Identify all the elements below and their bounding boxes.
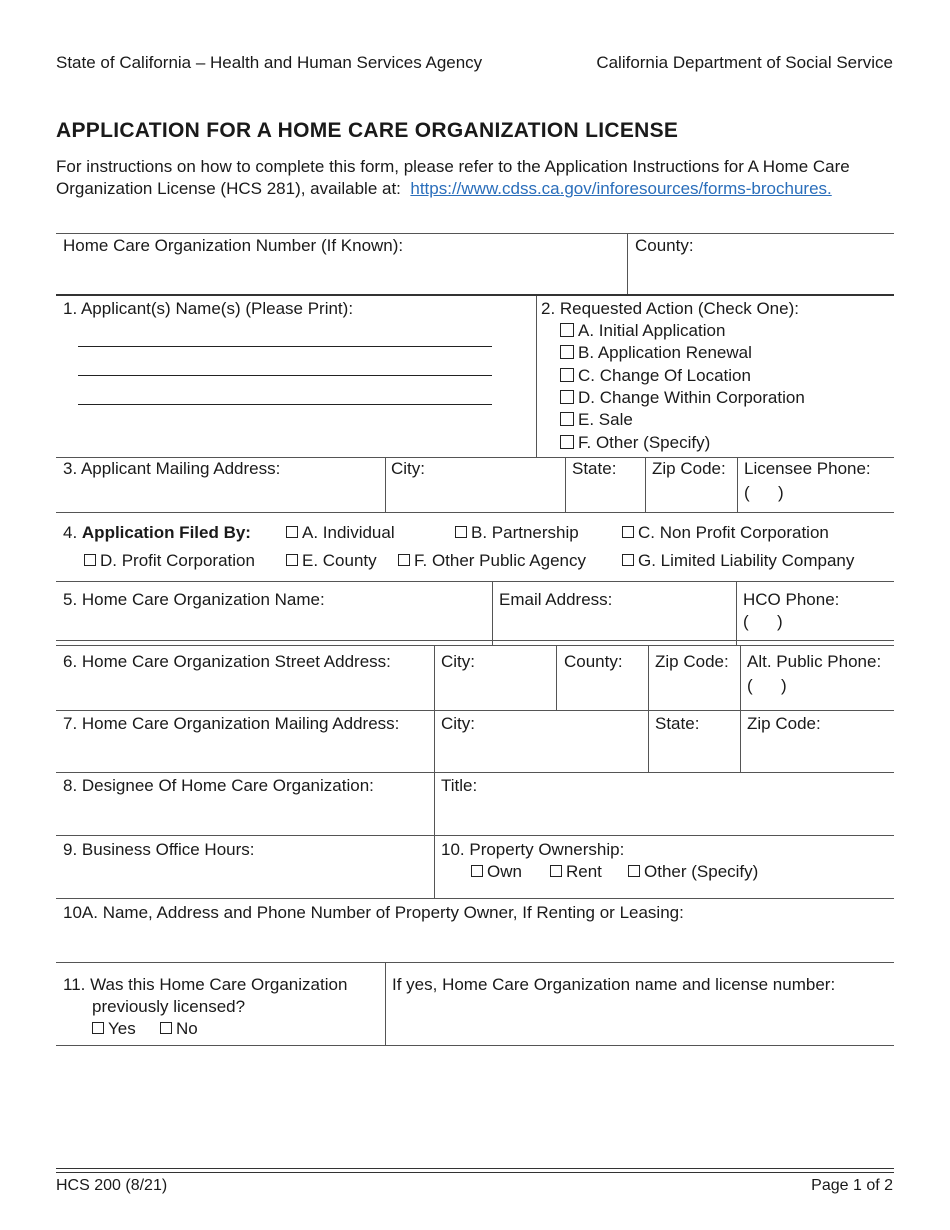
checkbox-icon[interactable] [560, 412, 574, 426]
checkbox-icon[interactable] [628, 865, 640, 877]
property-owner-field[interactable]: 10A. Name, Address and Phone Number of Property Owner, If Renting or Leasing: [63, 903, 684, 922]
checkbox-icon[interactable] [84, 554, 96, 566]
previously-licensed-question: 11. Was this Home Care Organization [63, 975, 348, 994]
application-filed-by-label: 4. Application Filed By: [63, 523, 251, 542]
page-title: APPLICATION FOR A HOME CARE ORGANIZATION LICENSE [56, 119, 679, 142]
applicant-state-field[interactable]: State: [572, 459, 617, 478]
designee-field[interactable]: 8. Designee Of Home Care Organization: [63, 776, 374, 795]
hco-mailing-address-field[interactable]: 7. Home Care Organization Mailing Address: [63, 714, 400, 733]
hco-mailing-city-field[interactable]: City: [441, 714, 475, 733]
divider [56, 962, 894, 963]
divider [56, 835, 894, 836]
divider [56, 898, 894, 899]
divider [492, 581, 493, 645]
page-number: Page 1 of 2 [811, 1177, 893, 1194]
divider [56, 512, 894, 513]
hco-phone-field[interactable]: HCO Phone: [743, 590, 840, 609]
form-number: HCS 200 (8/21) [56, 1177, 168, 1194]
checkbox-icon[interactable] [160, 1022, 172, 1034]
alt-phone-parens: ( ) [747, 676, 787, 695]
applicant-zip-field[interactable]: Zip Code: [652, 459, 726, 478]
previously-licensed-yes[interactable]: Yes [92, 1019, 136, 1039]
action-option-a[interactable]: A. Initial Application [560, 321, 725, 341]
designee-title-field[interactable]: Title: [441, 776, 478, 795]
checkbox-icon[interactable] [560, 345, 574, 359]
divider [56, 640, 894, 641]
checkbox-icon[interactable] [398, 554, 410, 566]
divider [56, 1045, 894, 1046]
checkbox-icon[interactable] [455, 526, 467, 538]
applicant-name-label: 1. Applicant(s) Name(s) (Please Print): [63, 299, 354, 318]
filed-by-option-d[interactable]: D. Profit Corporation [84, 551, 255, 571]
previously-licensed-question-2: previously licensed? [92, 997, 246, 1016]
hco-zip-field[interactable]: Zip Code: [655, 652, 729, 671]
instructions-link[interactable]: https://www.cdss.ca.gov/inforesources/forms-brochures. [410, 179, 832, 198]
checkbox-icon[interactable] [286, 554, 298, 566]
checkbox-icon[interactable] [560, 368, 574, 382]
hco-mailing-state-field[interactable]: State: [655, 714, 700, 733]
hco-name-field[interactable]: 5. Home Care Organization Name: [63, 590, 325, 609]
hco-number-field[interactable]: Home Care Organization Number (If Known): [63, 236, 404, 255]
requested-action-label: 2. Requested Action (Check One): [541, 299, 799, 318]
applicant-name-line-1[interactable] [78, 346, 492, 347]
hco-street-address-field[interactable]: 6. Home Care Organization Street Address: [63, 652, 391, 671]
divider [737, 457, 738, 512]
checkbox-icon[interactable] [560, 390, 574, 404]
divider [56, 645, 894, 646]
county-field[interactable]: County: [635, 236, 694, 255]
divider [736, 581, 737, 645]
previously-licensed-no[interactable]: No [160, 1019, 198, 1039]
alt-public-phone-field[interactable]: Alt. Public Phone: [747, 652, 882, 671]
header-agency: State of California – Health and Human Services Agency [56, 53, 483, 72]
checkbox-icon[interactable] [550, 865, 562, 877]
divider [385, 457, 386, 512]
action-option-e[interactable]: E. Sale [560, 410, 633, 430]
divider [565, 457, 566, 512]
licensee-phone-parens: ( ) [744, 483, 784, 502]
licensee-phone-field[interactable]: Licensee Phone: [744, 459, 871, 478]
business-hours-field[interactable]: 9. Business Office Hours: [63, 840, 255, 859]
hco-county-field[interactable]: County: [564, 652, 623, 671]
checkbox-icon[interactable] [622, 526, 634, 538]
checkbox-icon[interactable] [471, 865, 483, 877]
divider [56, 233, 894, 234]
checkbox-icon[interactable] [286, 526, 298, 538]
divider [56, 1168, 894, 1169]
email-field[interactable]: Email Address: [499, 590, 613, 609]
intro-line1: For instructions on how to complete this form, please refer to the Application Instructions for A Home Care [56, 157, 850, 176]
intro-line2: Organization License (HCS 281), available at: https://www.cdss.ca.gov/inforesources/forms-brochures. [56, 179, 832, 198]
applicant-name-line-2[interactable] [78, 375, 492, 376]
divider [56, 581, 894, 582]
checkbox-icon[interactable] [560, 435, 574, 449]
action-option-b[interactable]: B. Application Renewal [560, 343, 752, 363]
prior-license-field[interactable]: If yes, Home Care Organization name and license number: [392, 975, 836, 994]
divider [56, 772, 894, 773]
ownership-rent[interactable]: Rent [550, 862, 602, 882]
action-option-c[interactable]: C. Change Of Location [560, 366, 751, 386]
divider [556, 645, 557, 710]
divider [645, 457, 646, 512]
divider [56, 1172, 894, 1173]
applicant-mailing-address-field[interactable]: 3. Applicant Mailing Address: [63, 459, 281, 478]
divider [385, 962, 386, 1045]
filed-by-option-f[interactable]: F. Other Public Agency [398, 551, 586, 571]
checkbox-icon[interactable] [560, 323, 574, 337]
hco-phone-parens: ( ) [743, 612, 783, 631]
divider [56, 457, 894, 458]
divider [740, 645, 741, 772]
filed-by-option-a[interactable]: A. Individual [286, 523, 395, 543]
applicant-city-field[interactable]: City: [391, 459, 425, 478]
divider [627, 233, 628, 295]
filed-by-option-g[interactable]: G. Limited Liability Company [622, 551, 854, 571]
filed-by-option-b[interactable]: B. Partnership [455, 523, 579, 543]
hco-city-field[interactable]: City: [441, 652, 475, 671]
checkbox-icon[interactable] [622, 554, 634, 566]
ownership-other[interactable]: Other (Specify) [628, 862, 758, 882]
action-option-d[interactable]: D. Change Within Corporation [560, 388, 805, 408]
applicant-name-line-3[interactable] [78, 404, 492, 405]
divider [56, 710, 894, 711]
ownership-own[interactable]: Own [471, 862, 522, 882]
divider [648, 645, 649, 772]
action-option-f[interactable]: F. Other (Specify) [560, 433, 710, 453]
checkbox-icon[interactable] [92, 1022, 104, 1034]
header-department: California Department of Social Service [596, 53, 893, 72]
filed-by-option-c[interactable]: C. Non Profit Corporation [622, 523, 829, 543]
hco-mailing-zip-field[interactable]: Zip Code: [747, 714, 821, 733]
divider [56, 294, 894, 296]
filed-by-option-e[interactable]: E. County [286, 551, 377, 571]
divider [536, 296, 537, 457]
property-ownership-label: 10. Property Ownership: [441, 840, 625, 859]
